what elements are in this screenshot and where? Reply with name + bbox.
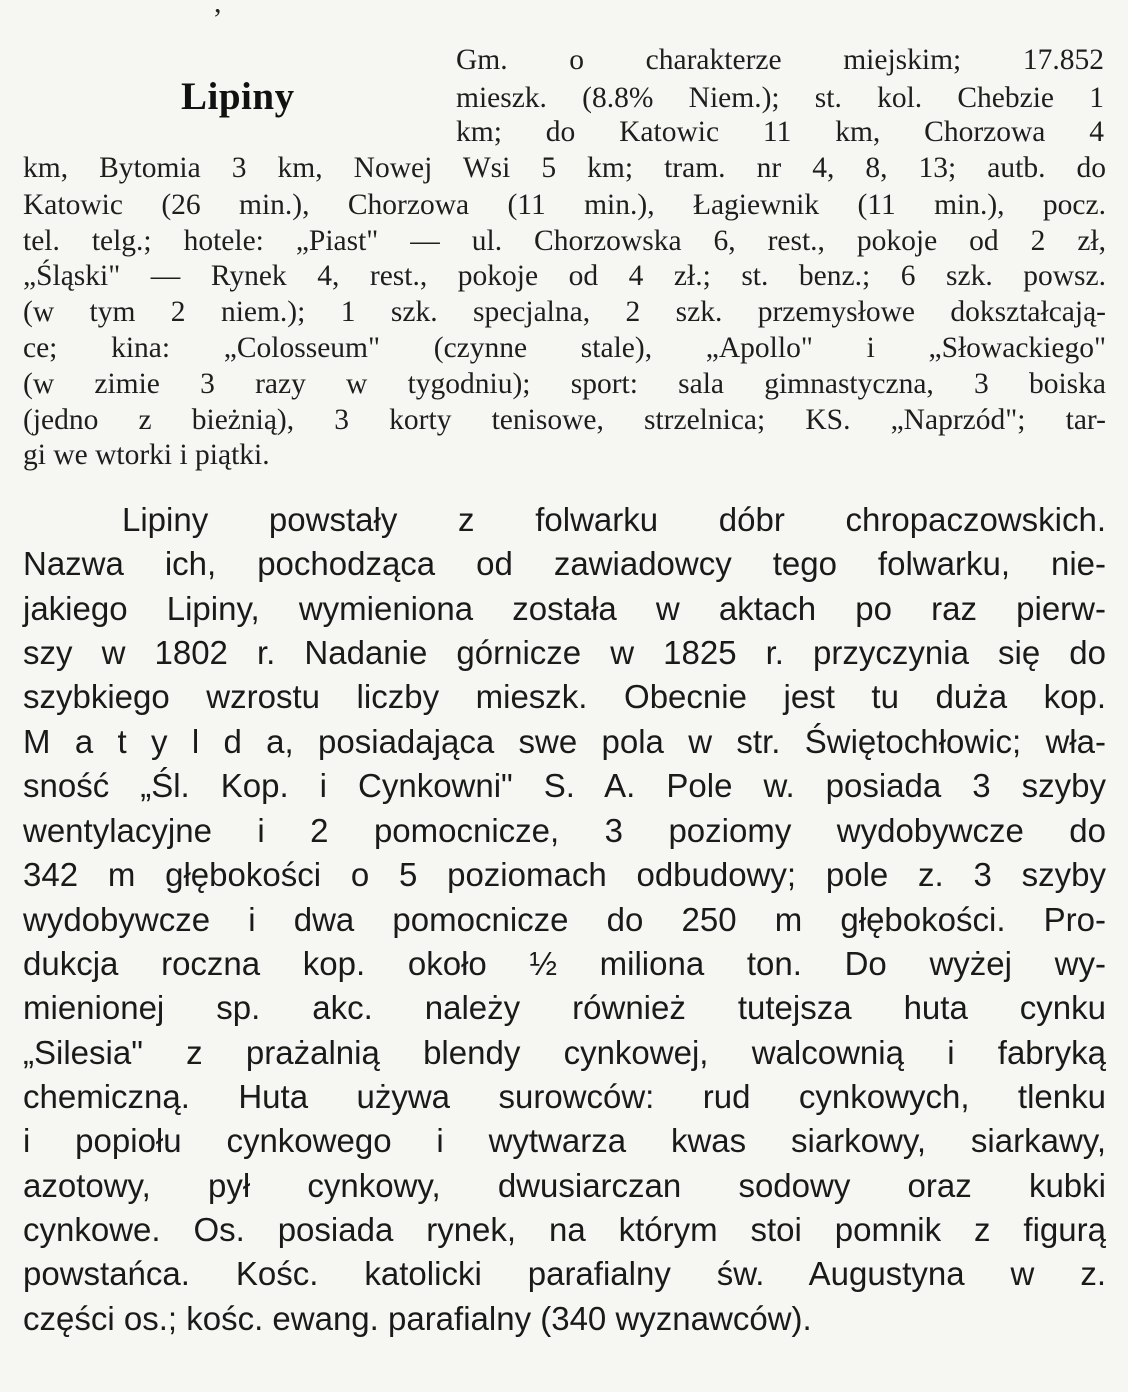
body-line: 342 m głębokości o 5 poziomach odbudowy; pole z. 3 szyby — [23, 856, 1106, 893]
body-line: sność „Śl. Kop. i Cynkowni" S. A. Pole w. posiada 3 szyby — [23, 767, 1106, 804]
intro-line: Gm. o charakterze miejskim; 17.852 — [456, 44, 1104, 76]
intro-line: km; do Katowic 11 km, Chorzowa 4 — [456, 116, 1104, 148]
body-line: szybkiego wzrostu liczby mieszk. Obecnie jest tu duża kop. — [23, 678, 1106, 715]
body-line: cynkowe. Os. posiada rynek, na którym stoi pomnik z figurą — [23, 1211, 1106, 1248]
intro-line: „Śląski" — Rynek 4, rest., pokoje od 4 zł.; st. benz.; 6 szk. powsz. — [23, 260, 1106, 292]
intro-line: gi we wtorki i piątki. — [23, 439, 270, 471]
body-line: wydobywcze i dwa pomocnicze do 250 m głębokości. Pro- — [23, 901, 1106, 938]
body-line: chemiczną. Huta używa surowców: rud cynkowych, tlenku — [23, 1078, 1106, 1115]
body-line: jakiego Lipiny, wymieniona została w aktach po raz pierw- — [23, 590, 1106, 627]
intro-line: mieszk. (8.8% Niem.); st. kol. Chebzie 1 — [456, 82, 1104, 114]
intro-line: km, Bytomia 3 km, Nowej Wsi 5 km; tram. nr 4, 8, 13; autb. do — [23, 152, 1106, 184]
body-line: wentylacyjne i 2 pomocnicze, 3 poziomy wydobywcze do — [23, 812, 1106, 849]
intro-line: (jedno z bieżnią), 3 korty tenisowe, strzelnica; KS. „Naprzód"; tar- — [23, 404, 1106, 436]
body-line: i popiołu cynkowego i wytwarza kwas siarkowy, siarkawy, — [23, 1122, 1106, 1159]
body-line: szy w 1802 r. Nadanie górnicze w 1825 r. przyczynia się do — [23, 634, 1106, 671]
body-line: „Silesia" z prażalnią blendy cynkowej, walcownią i fabryką — [23, 1034, 1106, 1071]
entry-title: Lipiny — [181, 75, 295, 118]
body-line: mienionej sp. akc. należy również tutejsza huta cynku — [23, 989, 1106, 1026]
body-line: azotowy, pył cynkowy, dwusiarczan sodowy oraz kubki — [23, 1167, 1106, 1204]
body-line: Lipiny powstały z folwarku dóbr chropaczowskich. — [122, 501, 1106, 538]
body-line: części os.; kośc. ewang. parafialny (340 wyznawców). — [23, 1300, 812, 1337]
body-line: dukcja roczna kop. około ½ miliona ton. Do wyżej wy- — [23, 945, 1106, 982]
top-mark: , — [214, 0, 222, 19]
intro-line: Katowic (26 min.), Chorzowa (11 min.), Łagiewnik (11 min.), pocz. — [23, 189, 1106, 221]
intro-line: (w tym 2 niem.); 1 szk. specjalna, 2 szk. przemysłowe dokształcają- — [23, 296, 1106, 328]
intro-line: ce; kina: „Colosseum" (czynne stale), „Apollo" i „Słowackiego" — [23, 332, 1106, 364]
body-line: M a t y l d a, posiadająca swe pola w str. Świętochłowic; wła- — [23, 723, 1106, 760]
intro-line: (w zimie 3 razy w tygodniu); sport: sala gimnastyczna, 3 boiska — [23, 368, 1106, 400]
body-line: Nazwa ich, pochodząca od zawiadowcy tego folwarku, nie- — [23, 545, 1106, 582]
intro-line: tel. telg.; hotele: „Piast" — ul. Chorzowska 6, rest., pokoje od 2 zł, — [23, 225, 1106, 257]
body-line: powstańca. Kośc. katolicki parafialny św. Augustyna w z. — [23, 1255, 1106, 1292]
